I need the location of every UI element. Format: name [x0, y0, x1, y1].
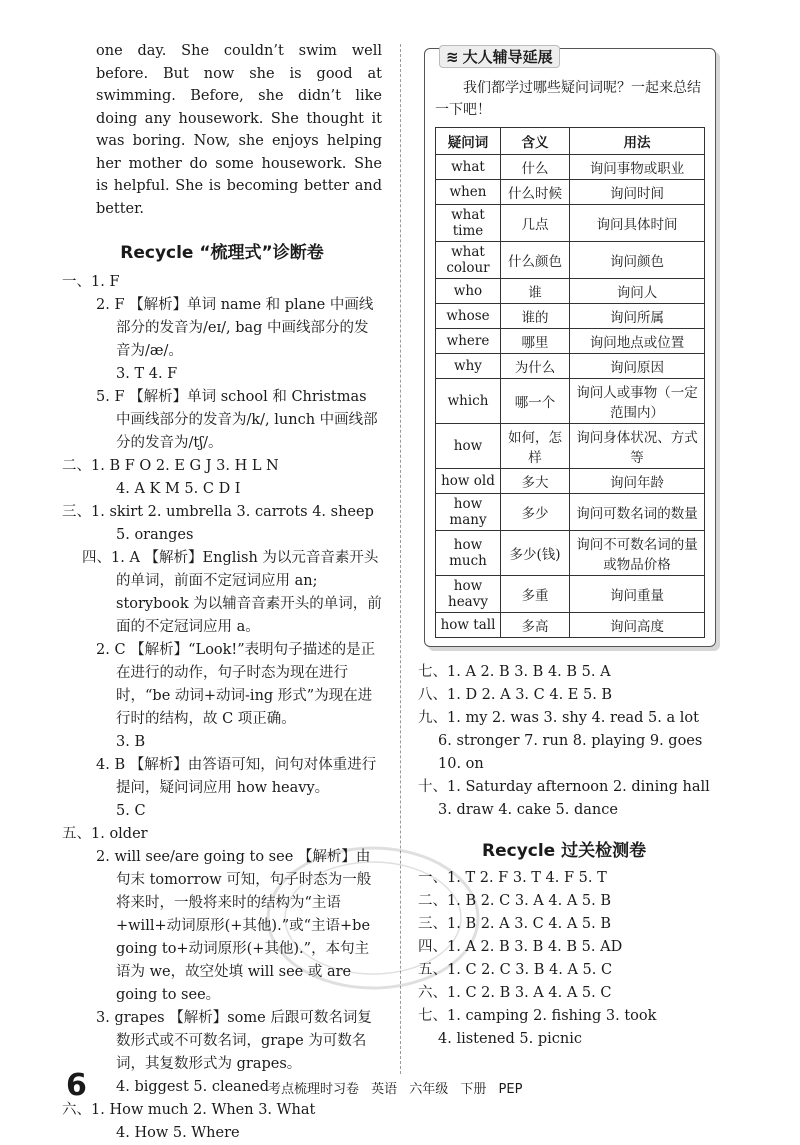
- table-cell-word: how heavy: [436, 576, 501, 613]
- answer-line: 6. stronger 7. run 8. playing 9. goes: [438, 733, 703, 749]
- table-cell-word: how old: [436, 469, 501, 494]
- column-divider: [400, 44, 401, 1074]
- table-cell-meaning: 多少(钱): [501, 531, 570, 576]
- table-cell-word: when: [436, 180, 501, 205]
- table-cell-usage: 询问原因: [570, 354, 705, 379]
- answer-line: 5. oranges: [116, 527, 194, 543]
- table-cell-usage: 询问颜色: [570, 242, 705, 279]
- answer-line: 二、1. B F O 2. E G J 3. H L N: [62, 458, 279, 474]
- table-cell-usage: 询问具体时间: [570, 205, 705, 242]
- table-cell-meaning: 多重: [501, 576, 570, 613]
- table-cell-usage: 询问年龄: [570, 469, 705, 494]
- reading-paragraph: one day. She couldn’t swim well before. But now she is good at swimming. Before, she didn’t like doing any housework. She thought it was boring. Now, she enjoys helping her mother do some housework. She is helpful. She is becoming better and better.: [96, 43, 382, 217]
- table-cell-word: how much: [436, 531, 501, 576]
- table-cell-word: which: [436, 379, 501, 424]
- box-tab-title: 大人辅导延展: [462, 48, 553, 66]
- table-row: [436, 242, 705, 279]
- table-cell-usage: 询问时间: [570, 180, 705, 205]
- table-cell-meaning: 多大: [501, 469, 570, 494]
- answer-line: 四、1. A 2. B 3. B 4. B 5. AD: [418, 939, 623, 955]
- table-header: 疑问词: [436, 128, 501, 155]
- table-row: [436, 494, 705, 531]
- answer-line: 五、1. C 2. C 3. B 4. A 5. C: [418, 962, 613, 978]
- table-cell-usage: 询问可数名词的数量: [570, 494, 705, 531]
- table-cell-usage: 询问人: [570, 279, 705, 304]
- table-row: [436, 379, 705, 424]
- table-cell-word: how: [436, 424, 501, 469]
- table-cell-meaning: 什么: [501, 155, 570, 180]
- answer-line: 4. B 【解析】由答语可知，问句对体重进行提问，疑问词应用 how heavy。: [96, 757, 377, 796]
- answer-line: 九、1. my 2. was 3. shy 4. read 5. a lot: [418, 710, 699, 726]
- table-row: [436, 531, 705, 576]
- answer-line: 五、1. older: [62, 826, 148, 842]
- answer-line: 2. will see/are going to see 【解析】由句末 tomorrow 可知，句子时态为一般将来时，一般将来时的结构为“主语+will+动词原形(+其他).”或“主语+be going to+动词原形(+其他).”，本句主语为 we，故空处填 will see 或 are going to see。: [96, 849, 372, 1003]
- section-title-diagnostic: Recycle “梳理式”诊断卷: [120, 243, 324, 263]
- table-header: 含义: [501, 128, 570, 155]
- answer-line: 4. A K M 5. C D I: [116, 481, 241, 497]
- answer-line: 六、1. How much 2. When 3. What: [62, 1102, 316, 1118]
- table-cell-usage: 询问身体状况、方式等: [570, 424, 705, 469]
- table-cell-meaning: 什么颜色: [501, 242, 570, 279]
- answer-line: 3. B: [116, 734, 146, 750]
- answer-line: 4. listened 5. picnic: [438, 1031, 582, 1047]
- answer-line: 10. on: [438, 756, 484, 772]
- table-cell-usage: 询问不可数名词的量或物品价格: [570, 531, 705, 576]
- answer-line: 3. T 4. F: [116, 366, 178, 382]
- table-row: [436, 279, 705, 304]
- answer-line: 3. grapes 【解析】some 后跟可数名词复数形式或不可数名词，grape 为可数名词，其复数形式为 grapes。: [96, 1010, 372, 1072]
- table-cell-word: where: [436, 329, 501, 354]
- page-footer: [0, 1068, 800, 1108]
- answer-line: 八、1. D 2. A 3. C 4. E 5. B: [418, 687, 613, 703]
- table-cell-meaning: 什么时候: [501, 180, 570, 205]
- table-cell-usage: 询问高度: [570, 613, 705, 638]
- table-row: [436, 424, 705, 469]
- left-column: [62, 40, 382, 1145]
- table-cell-word: whose: [436, 304, 501, 329]
- table-cell-meaning: 几点: [501, 205, 570, 242]
- table-cell-word: what time: [436, 205, 501, 242]
- wave-lines-icon: ≋: [446, 48, 459, 66]
- answer-line: 三、1. skirt 2. umbrella 3. carrots 4. sheep: [62, 504, 374, 520]
- table-cell-word: how tall: [436, 613, 501, 638]
- answer-line: 七、1. A 2. B 3. B 4. B 5. A: [418, 664, 611, 680]
- answer-line: 2. F 【解析】单词 name 和 plane 中画线部分的发音为/eɪ/, bag 中画线部分的发音为/æ/。: [96, 297, 374, 359]
- question-words-table: [435, 127, 705, 638]
- table-cell-word: who: [436, 279, 501, 304]
- answer-line: 4. How 5. Where: [116, 1125, 240, 1141]
- table-cell-meaning: 为什么: [501, 354, 570, 379]
- answer-line: 5. F 【解析】单词 school 和 Christmas 中画线部分的发音为/k/, lunch 中画线部分的发音为/tʃ/。: [96, 389, 378, 451]
- table-cell-meaning: 谁: [501, 279, 570, 304]
- answer-line: 4. biggest 5. cleaned: [116, 1079, 270, 1095]
- table-cell-word: what: [436, 155, 501, 180]
- table-row: [436, 304, 705, 329]
- table-header: 用法: [570, 128, 705, 155]
- answer-line: 三、1. B 2. A 3. C 4. A 5. B: [418, 916, 612, 932]
- footer-text: 考点梳理时习卷 英语 六年级 下册 PEP: [268, 1082, 523, 1097]
- table-cell-meaning: 如何，怎样: [501, 424, 570, 469]
- table-row: [436, 155, 705, 180]
- table-row: [436, 576, 705, 613]
- answer-line: 四、1. A 【解析】English 为以元音音素开头的单词，前面不定冠词应用 an; storybook 为以辅音音素开头的单词，前面的不定冠词应用 a。: [82, 550, 382, 635]
- table-row: [436, 354, 705, 379]
- table-cell-meaning: 哪里: [501, 329, 570, 354]
- table-cell-usage: 询问重量: [570, 576, 705, 613]
- answer-line: 二、1. B 2. C 3. A 4. A 5. B: [418, 893, 612, 909]
- answer-line: 七、1. camping 2. fishing 3. took: [418, 1008, 657, 1024]
- box-intro: 我们都学过哪些疑问词呢？一起来总结一下吧！: [435, 80, 701, 118]
- table-cell-meaning: 多高: [501, 613, 570, 638]
- table-row: [436, 469, 705, 494]
- answer-line: 一、1. F: [62, 274, 120, 290]
- answer-line: 十、1. Saturday afternoon 2. dining hall: [418, 779, 710, 795]
- table-header-row: [436, 128, 705, 155]
- table-cell-usage: 询问人或事物（一定范围内）: [570, 379, 705, 424]
- answer-line: 2. C 【解析】“Look!”表明句子描述的是正在进行的动作，句子时态为现在进行时，“be 动词+动词-ing 形式”为现在进行时的结构，故 C 项正确。: [96, 642, 376, 727]
- right-column: [418, 40, 758, 1051]
- table-row: [436, 329, 705, 354]
- parent-guidance-box: [424, 48, 716, 647]
- table-cell-word: why: [436, 354, 501, 379]
- section-title-checkpoint: Recycle 过关检测卷: [482, 841, 647, 861]
- table-cell-usage: 询问事物或职业: [570, 155, 705, 180]
- table-cell-word: how many: [436, 494, 501, 531]
- table-row: [436, 180, 705, 205]
- box-tab: [439, 45, 560, 68]
- table-row: [436, 613, 705, 638]
- table-cell-word: what colour: [436, 242, 501, 279]
- table-row: [436, 205, 705, 242]
- table-cell-meaning: 谁的: [501, 304, 570, 329]
- table-cell-meaning: 哪一个: [501, 379, 570, 424]
- answer-line: 六、1. C 2. B 3. A 4. A 5. C: [418, 985, 612, 1001]
- table-cell-usage: 询问所属: [570, 304, 705, 329]
- table-cell-usage: 询问地点或位置: [570, 329, 705, 354]
- page-number: 6: [66, 1068, 87, 1103]
- table-cell-meaning: 多少: [501, 494, 570, 531]
- answer-line: 一、1. T 2. F 3. T 4. F 5. T: [418, 870, 607, 886]
- answer-line: 5. C: [116, 803, 146, 819]
- answer-line: 3. draw 4. cake 5. dance: [438, 802, 618, 818]
